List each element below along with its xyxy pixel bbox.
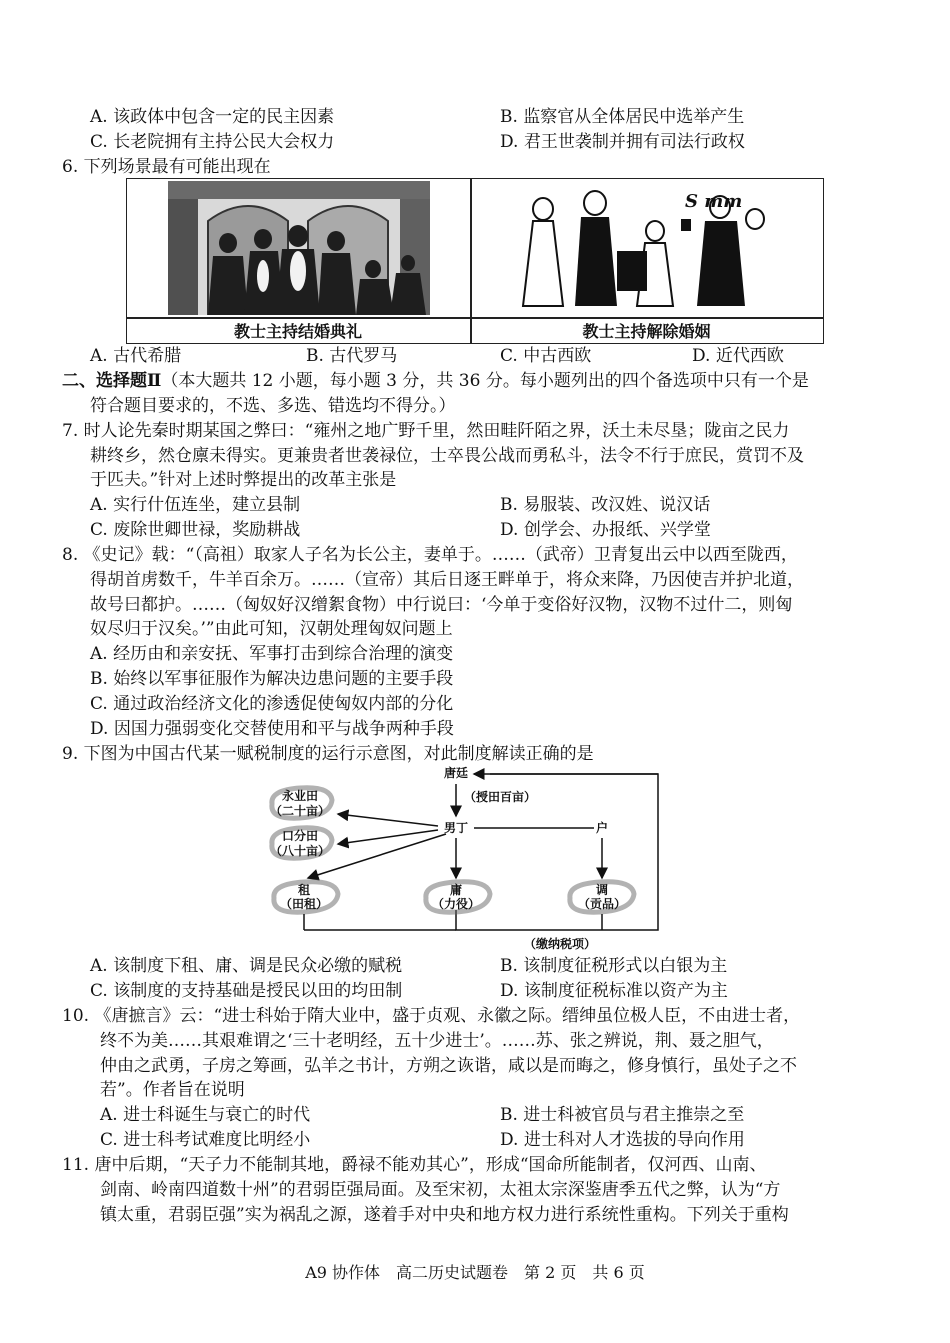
q6-caption-right: 教士主持解除婚姻 (582, 322, 711, 341)
section2-header (62, 370, 809, 392)
q10-stem-line2: 终不为美……其艰难谓之‘三十老明经，五十少进士’。……苏、张之辨说，荆、聂之胆气， (100, 1031, 774, 1051)
q10-option-a[interactable]: A. 进士科诞生与衰亡的时代 (100, 1105, 311, 1125)
node-zu-sub: （田租） (279, 897, 329, 911)
section2-title: 二、选择题Ⅱ (62, 371, 162, 391)
q9-option-c[interactable]: C. 该制度的支持基础是授民以田的均田制 (90, 981, 403, 1001)
node-diao: 调 (595, 883, 609, 897)
q7-stem-line2: 耕终乡，然仓廪未得实。更兼贵者世袭禄位，士卒畏公战而勇私斗，法令不行于庶民，赏罚不及 (90, 446, 804, 466)
q7-option-b[interactable]: B. 易服装、改汉姓、说汉话 (500, 495, 711, 515)
label-grant: （授田百亩） (464, 790, 537, 804)
q9-option-d[interactable]: D. 该制度征税标准以资产为主 (500, 981, 728, 1001)
node-hu: 户 (595, 821, 609, 835)
diagram-footer-label: （缴纳税项） (523, 937, 597, 951)
q11-stem-line3: 镇太重，君弱臣强”实为祸乱之源，遂着手对中央和地方权力进行系统性重构。下列关于重构 (100, 1205, 789, 1225)
node-diao-sub: （贡品） (577, 897, 627, 911)
q10-stem-line1: 10. 《唐摭言》云：“进士科始于隋大业中，盛于贞观、永徽之际。缙绅虽位极人臣，不由进士者， (62, 1006, 801, 1026)
q6-option-c[interactable]: C. 中古西欧 (500, 346, 592, 366)
section2-instructions: （本大题共 12 小题，每小题 3 分，共 36 分。每小题列出的四个备选项中只有一个是 (161, 371, 809, 391)
q8-option-d[interactable]: D. 因国力强弱变化交替使用和平与战争两种手段 (90, 719, 454, 739)
q10-option-b[interactable]: B. 进士科被官员与君主推崇之至 (500, 1105, 745, 1125)
q7-stem-line1: 7. 时人论先秦时期某国之弊曰：“雍州之地广野千里，然田畦阡陌之界，沃土未尽垦；陇亩之民力 (62, 421, 790, 441)
node-koufen-sub: （八十亩） (269, 844, 331, 858)
q11-stem-line2: 剑南、岭南四道数十州”的君弱臣强局面。及至宋初，太祖太宗深鉴唐季五代之弊，认为“方 (100, 1180, 781, 1200)
q7-stem-line3: 于匹夫。”针对上述时弊提出的改革主张是 (90, 470, 397, 490)
section2-instructions-line2: 符合题目要求的，不选、多选、错选均不得分。） (90, 396, 456, 416)
page-footer: A9 协作体 高二历史试题卷 第 2 页 共 6 页 (305, 1263, 645, 1282)
node-yongye-sub: （二十亩） (269, 804, 331, 818)
q7-option-d[interactable]: D. 创学会、办报纸、兴学堂 (500, 520, 711, 540)
q7-option-a[interactable]: A. 实行什伍连坐，建立县制 (90, 495, 301, 515)
q8-stem-line3: 故号曰都护。……（匈奴好汉缯絮食物）中行说曰：‘今单于变俗好汉物，汉物不过什二，则匈 (90, 595, 793, 615)
q5-option-d[interactable]: D. 君王世袭制并拥有司法行政权 (500, 132, 745, 152)
q11-stem-line1: 11. 唐中后期，“天子力不能制其地，爵禄不能劝其心”，形成“国命所能制者，仅河西、山南、 (62, 1155, 767, 1175)
q8-stem-line1: 8. 《史记》载：“（高祖）取家人子名为长公主，妻单于。……（武帝）卫青复出云中以西至陇西， (62, 545, 798, 565)
q9-stem: 9. 下图为中国古代某一赋税制度的运行示意图，对此制度解读正确的是 (62, 744, 594, 764)
node-yongye: 永业田 (281, 789, 319, 803)
tax-system-diagram (260, 764, 670, 954)
wedding-scene-illustration (168, 181, 430, 315)
q9-option-a[interactable]: A. 该制度下租、庸、调是民众必缴的赋税 (90, 956, 403, 976)
q6-option-b[interactable]: B. 古代罗马 (306, 346, 398, 366)
q9-option-b[interactable]: B. 该制度征税形式以白银为主 (500, 956, 728, 976)
q5-option-b[interactable]: B. 监察官从全体居民中选举产生 (500, 107, 745, 127)
node-koufen: 口分田 (281, 829, 319, 843)
manuscript-label: S mm (685, 191, 743, 212)
q6-option-a[interactable]: A. 古代希腊 (90, 346, 182, 366)
q8-option-b[interactable]: B. 始终以军事征服作为解决边患问题的主要手段 (90, 669, 454, 689)
node-tangting: 唐廷 (443, 766, 469, 780)
node-yong: 庸 (449, 883, 463, 897)
q6-stem: 6. 下列场景最有可能出现在 (62, 157, 271, 177)
node-nanding: 男丁 (443, 821, 469, 835)
q8-stem-line4: 奴尽归于汉矣。’”由此可知，汉朝处理匈奴问题上 (90, 619, 453, 639)
node-zu: 租 (297, 883, 311, 897)
q8-option-a[interactable]: A. 经历由和亲安抚、军事打击到综合治理的演变 (90, 644, 454, 664)
arrow-to-yongye (338, 814, 438, 826)
q6-option-d[interactable]: D. 近代西欧 (692, 346, 784, 366)
node-yong-sub: （力役） (431, 897, 481, 911)
q8-option-c[interactable]: C. 通过政治经济文化的渗透促使匈奴内部的分化 (90, 694, 454, 714)
q10-option-c[interactable]: C. 进士科考试难度比明经小 (100, 1130, 311, 1150)
q10-option-d[interactable]: D. 进士科对人才选拔的导向作用 (500, 1130, 745, 1150)
q8-stem-line2: 得胡首虏数千，牛羊百余万。……（宣帝）其后日逐王畔单于，将众来降，乃因使吉并护北道， (90, 570, 804, 590)
q5-option-c[interactable]: C. 长老院拥有主持公民大会权力 (90, 132, 335, 152)
q7-option-c[interactable]: C. 废除世卿世禄，奖励耕战 (90, 520, 301, 540)
q10-stem-line4: 若”。作者旨在说明 (100, 1080, 245, 1100)
q10-stem-line3: 仲由之武勇，子房之筹画，弘羊之书计，方朔之诙谐，咸以是而晦之，修身慎行，虽处子之不 (100, 1056, 797, 1076)
annulment-scene-illustration (505, 181, 785, 315)
q5-option-a[interactable]: A. 该政体中包含一定的民主因素 (90, 107, 335, 127)
q6-caption-left: 教士主持结婚典礼 (233, 322, 362, 341)
